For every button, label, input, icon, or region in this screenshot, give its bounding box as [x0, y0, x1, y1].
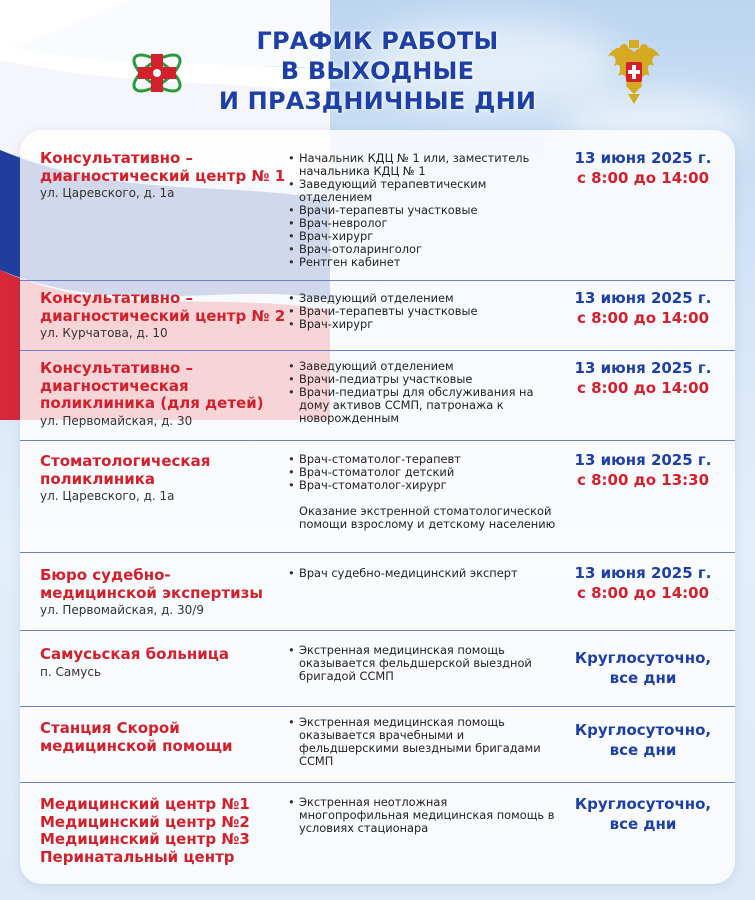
staff-list — [288, 453, 558, 492]
institution-address: ул. Первомайская, д. 30/9 — [40, 603, 204, 617]
work-hours: с 8:00 до 14:00 — [576, 379, 710, 397]
list-item: • Заведующий отделением — [288, 360, 558, 373]
schedule-row — [20, 706, 735, 783]
work-hours: с 8:00 до 14:00 — [576, 309, 710, 327]
title-line: В ВЫХОДНЫЕ — [280, 57, 475, 85]
schedule-row — [20, 630, 735, 707]
staff-list — [288, 644, 558, 683]
work-hours: с 8:00 до 14:00 — [576, 169, 710, 187]
institution-address: ул. Царевского, д. 1а — [40, 186, 175, 200]
schedule-row — [20, 782, 735, 884]
schedule-row — [20, 350, 735, 441]
list-item: • Врач-хирург — [288, 230, 558, 243]
title-line: ГРАФИК РАБОТЫ — [256, 27, 499, 55]
staff-list — [288, 716, 558, 768]
schedule-row — [20, 552, 735, 631]
list-item: • Врач-невролог — [288, 217, 558, 230]
double-headed-eagle-emblem-icon — [606, 38, 662, 108]
work-date: 13 июня 2025 г. — [574, 564, 712, 582]
list-item: • Врач судебно-медицинский эксперт — [288, 567, 558, 580]
page-title — [200, 26, 555, 116]
list-item: • Врач-стоматолог-хирург — [288, 479, 558, 492]
title-line: И ПРАЗДНИЧНЫЕ ДНИ — [218, 87, 537, 115]
list-item: • Врач-стоматолог детский — [288, 466, 558, 479]
institution-address: ул. Царевского, д. 1а — [40, 489, 175, 503]
institution-address: п. Самусь — [40, 664, 102, 679]
staff-list — [288, 292, 558, 331]
list-item: • Начальник КДЦ № 1 или, заместитель начальника КДЦ № 1 — [288, 152, 558, 178]
list-item: • Врач-стоматолог-терапевт — [288, 453, 558, 466]
staff-list — [288, 360, 558, 425]
schedule-panel — [20, 130, 735, 884]
institution-name: Бюро судебно- медицинской экспертизы — [40, 566, 263, 602]
institution-name: Самусьская больница — [40, 645, 229, 663]
work-date: 13 июня 2025 г. — [574, 359, 712, 377]
list-item: • Заведующий отделением — [288, 292, 558, 305]
list-item: • Врачи-терапевты участковые — [288, 305, 558, 318]
list-item: • Рентген кабинет — [288, 256, 558, 269]
list-item: • Врач-отоларинголог — [288, 243, 558, 256]
list-item: • Экстренная медицинская помощь оказывается врачебными и фельдшерскими выездными бригадами ССМП — [288, 716, 558, 768]
institution-name: Станция Скорой медицинской помощи — [40, 719, 233, 755]
list-item: • Экстренная неотложная многопрофильная медицинская помощь в условиях стационара — [288, 796, 558, 835]
header — [0, 0, 755, 130]
work-hours: с 8:00 до 13:30 — [576, 471, 710, 489]
round-the-clock-label: Круглосуточно, все дни — [574, 721, 712, 759]
staff-list — [288, 152, 558, 269]
staff-list — [288, 567, 558, 580]
list-item: • Врачи-терапевты участковые — [288, 204, 558, 217]
work-hours: с 8:00 до 14:00 — [576, 584, 710, 602]
list-item: • Заведующий терапевтическим отделением — [288, 178, 558, 204]
list-item: • Экстренная медицинская помощь оказывается фельдшерской выездной бригадой ССМП — [288, 644, 558, 683]
schedule-row — [20, 280, 735, 351]
list-item: • Врачи-педиатры для обслуживания на дому активов ССМП, патронажа к новорожденным — [288, 386, 558, 425]
list-item: • Врачи-педиатры участковые — [288, 373, 558, 386]
work-date: 13 июня 2025 г. — [574, 289, 712, 307]
institution-address: ул. Первомайская, д. 30 — [40, 413, 193, 428]
schedule-row — [20, 440, 735, 553]
round-the-clock-label: Круглосуточно, все дни — [574, 795, 712, 833]
staff-list — [288, 796, 558, 835]
work-date: 13 июня 2025 г. — [574, 451, 712, 469]
list-item: • Врач-хирург — [288, 318, 558, 331]
round-the-clock-label: Круглосуточно, все дни — [574, 649, 712, 687]
institution-name: Стоматологическая поликлиника — [40, 452, 211, 488]
institution-name: Медицинский центр №1 Медицинский центр №2 Медицинский центр №3 Перинатальный центр — [40, 795, 250, 866]
work-date: 13 июня 2025 г. — [574, 149, 712, 167]
institution-name: Консультативно – диагностический центр № 1 — [40, 149, 286, 185]
schedule-row — [20, 130, 735, 281]
institution-name: Консультативно – диагностическая поликлиника (для детей) — [40, 359, 264, 412]
institution-name: Консультативно – диагностический центр № 2 — [40, 289, 286, 325]
emergency-note: Оказание экстренной стоматологической помощи взрослому и детскому населению — [299, 504, 556, 531]
medical-cross-atom-logo-icon — [126, 42, 188, 104]
institution-address: ул. Курчатова, д. 10 — [40, 326, 168, 340]
